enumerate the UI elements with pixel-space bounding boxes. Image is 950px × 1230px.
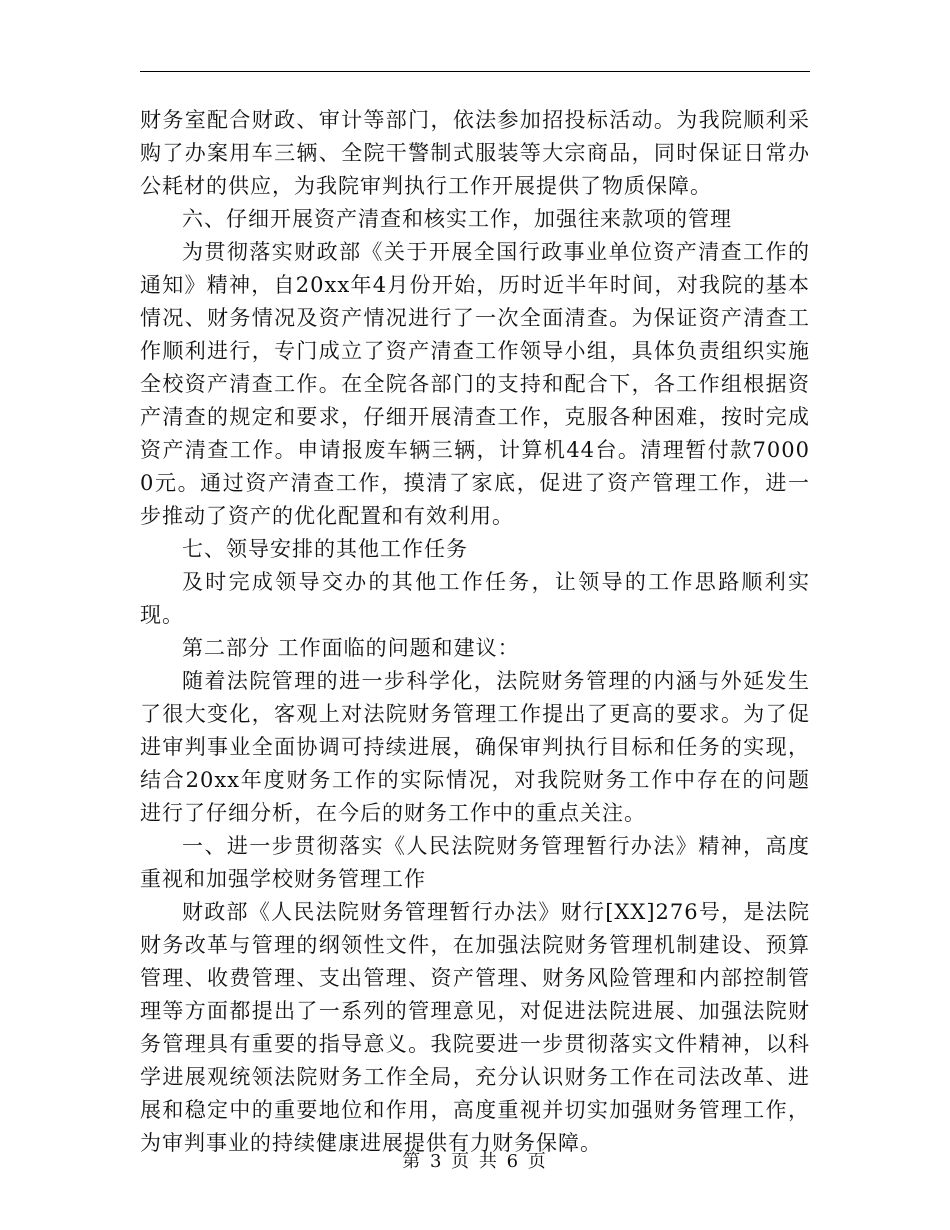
document-body bbox=[140, 104, 810, 1160]
paragraph-other-tasks: 及时完成领导交办的其他工作任务，让领导的工作思路顺利实现。 bbox=[140, 570, 810, 627]
paragraph-asset-check: 为贯彻落实财政部《关于开展全国行政事业单位资产清查工作的通知》精神，自20xx年4月份开始，历时近半年时间，对我院的基本情况、财务情况及资产情况进行了一次全面清查。为保证资产清查工作顺利进行，专门成立了资产清查工作领导小组，具体负责组织实施全校资产清查工作。在全院各部门的支持和配合下，各工作组根据资产清查的规定和要求，仔细开展清查工作，克服各种困难，按时完成资产清查工作。申请报废车辆三辆，计算机44台。清理暂付款70000元。通过资产清查工作，摸清了家底，促进了资产管理工作，进一步推动了资产的优化配置和有效利用。 bbox=[140, 240, 810, 528]
header-rule bbox=[140, 71, 810, 72]
section-heading-six: 六、仔细开展资产清查和核实工作，加强往来款项的管理 bbox=[182, 207, 732, 231]
section-heading-seven: 七、领导安排的其他工作任务 bbox=[182, 537, 468, 561]
paragraph-problems: 随着法院管理的进一步科学化，法院财务管理的内涵与外延发生了很大变化，客观上对法院财务管理工作提出了更高的要求。为了促进审判事业全面协调可持续进展，确保审判执行目标和任务的实现，结合20xx年度财务工作的实际情况，对我院财务工作中存在的问题进行了仔细分析，在今后的财务工作中的重点关注。 bbox=[140, 669, 810, 825]
section-heading-one: 一、进一步贯彻落实《人民法院财务管理暂行办法》精神，高度重视和加强学校财务管理工作 bbox=[140, 834, 810, 891]
paragraph-1: 财务室配合财政、审计等部门，依法参加招投标活动。为我院顺利采购了办案用车三辆、全院干警制式服装等大宗商品，同时保证日常办公耗材的供应，为我院审判执行工作开展提供了物质保障。 bbox=[140, 108, 810, 198]
part-two-heading: 第二部分 工作面临的问题和建议： bbox=[182, 636, 520, 660]
paragraph-finance-rules: 财政部《人民法院财务管理暂行办法》财行[XX]276号，是法院财务改革与管理的纲领性文件，在加强法院财务管理机制建设、预算管理、收费管理、支出管理、资产管理、财务风险管理和内部控制管理等方面都提出了一系列的管理意见，对促进法院进展、加强法院财务管理具有重要的指导意义。我院要进一步贯彻落实文件精神，以科学进展观统领法院财务工作全局，充分认识财务工作在司法改革、进展和稳定中的重要地位和作用，高度重视并切实加强财务管理工作，为审判事业的持续健康进展提供有力财务保障。 bbox=[140, 900, 810, 1155]
page-number-footer: 第 3 页 共 6 页 bbox=[402, 1151, 548, 1172]
